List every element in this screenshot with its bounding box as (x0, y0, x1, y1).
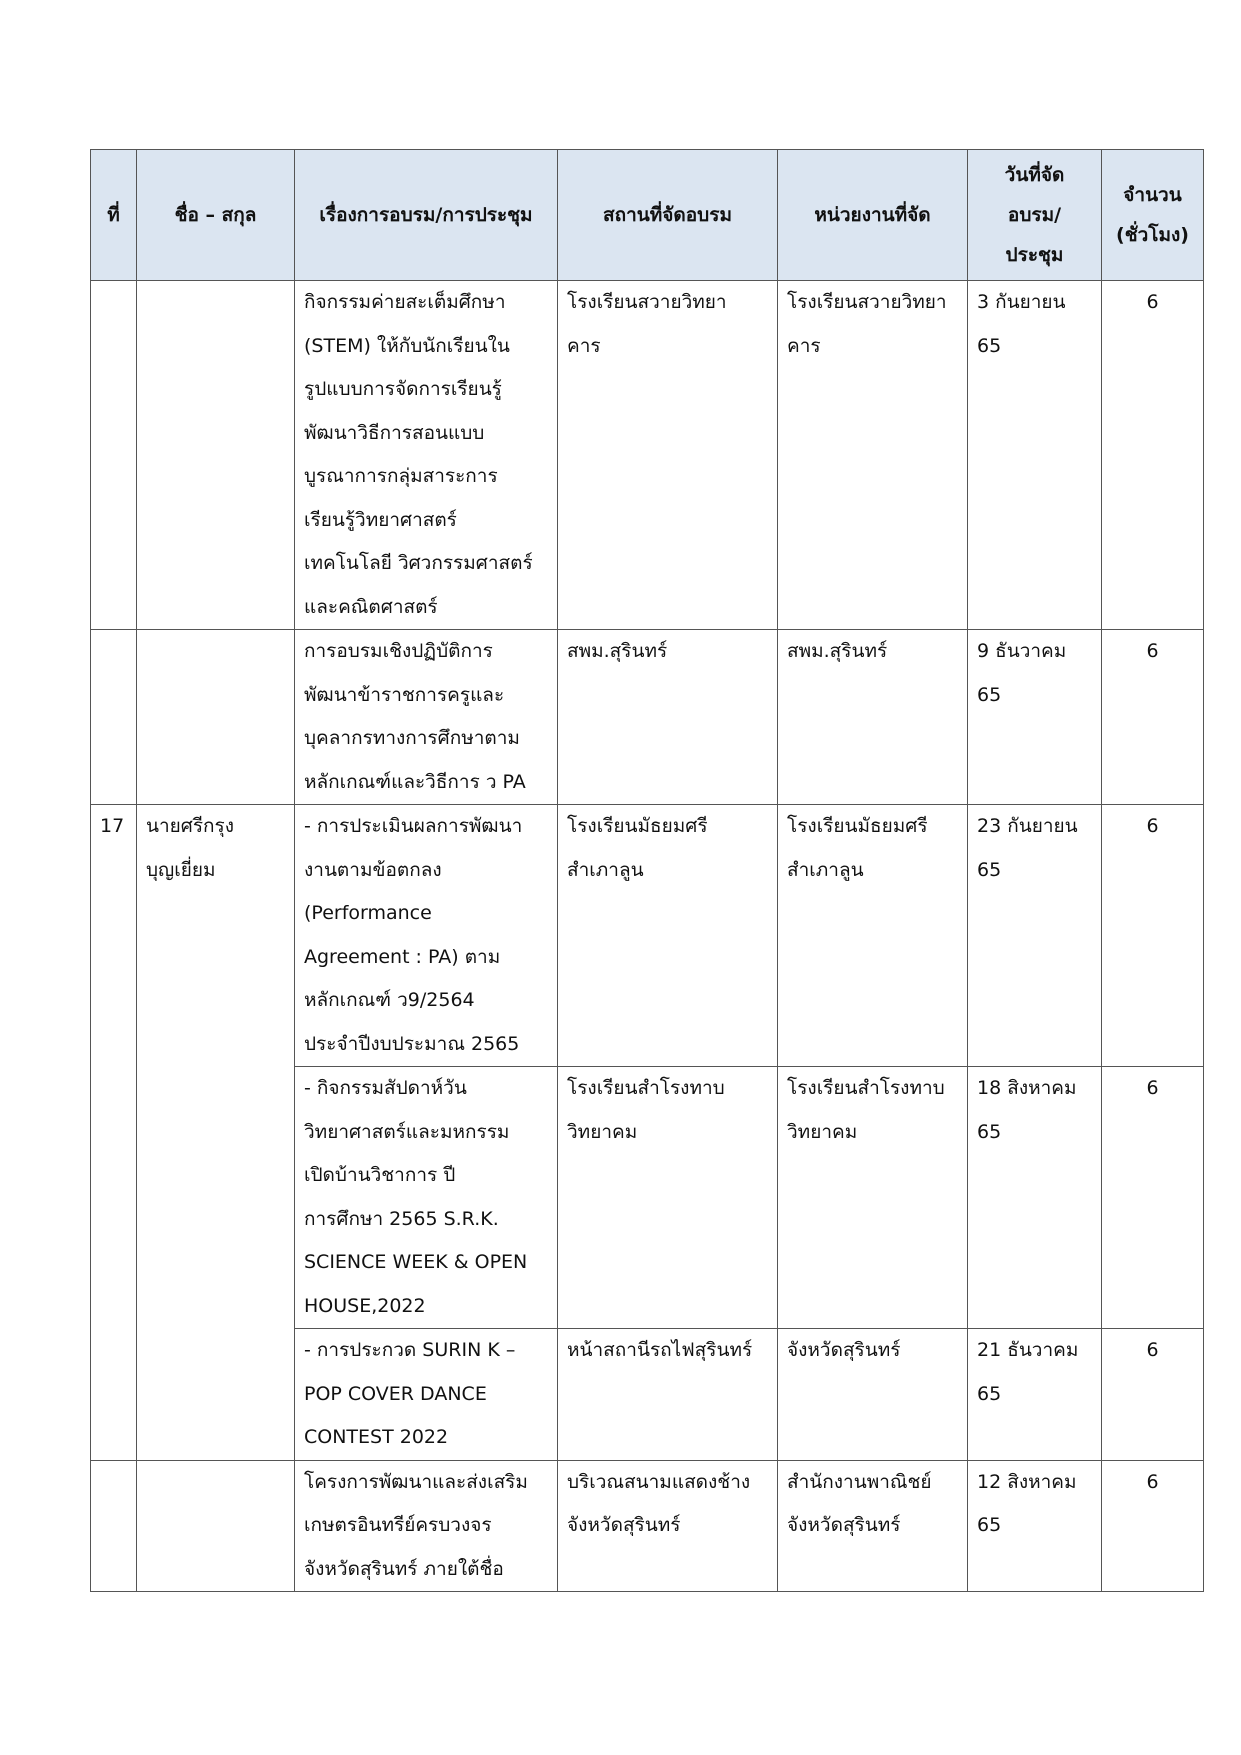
row-hours: 6 (1102, 630, 1204, 805)
row-organizer: โรงเรียนสำโรงทาบ วิทยาคม (778, 1067, 968, 1329)
row-organizer: สำนักงานพาณิชย์ จังหวัดสุรินทร์ (778, 1460, 968, 1592)
header-hours: จำนวน (ชั่วโมง) (1102, 150, 1204, 281)
row-name (137, 281, 295, 630)
header-date: วันที่จัด อบรม/ ประชุม (968, 150, 1102, 281)
row-no (91, 1460, 137, 1592)
row-venue: สพม.สุรินทร์ (558, 630, 778, 805)
table-row (91, 805, 1204, 1067)
table-row (91, 630, 1204, 805)
row-hours: 6 (1102, 1329, 1204, 1461)
header-venue: สถานที่จัดอบรม (558, 150, 778, 281)
row-name (137, 630, 295, 805)
row-date: 3 กันยายน 65 (968, 281, 1102, 630)
row-no (91, 630, 137, 805)
row-name (137, 1460, 295, 1592)
row-topic: กิจกรรมค่ายสะเต็มศึกษา (STEM) ให้กับนักเรียนใน รูปแบบการจัดการเรียนรู้ พัฒนาวิธีการสอนแบบ บูรณาการกลุ่มสาระการ เรียนรู้วิทยาศาสตร์ เทคโนโลยี วิศวกรรมศาสตร์ และคณิตศาสตร์ (295, 281, 558, 630)
row-no (91, 281, 137, 630)
training-table (90, 149, 1204, 1592)
row-venue: โรงเรียนสำโรงทาบ วิทยาคม (558, 1067, 778, 1329)
row-venue: โรงเรียนสวายวิทยา คาร (558, 281, 778, 630)
row-venue: หน้าสถานีรถไฟสุรินทร์ (558, 1329, 778, 1461)
row-venue: โรงเรียนมัธยมศรี สำเภาลูน (558, 805, 778, 1067)
row-date: 21 ธันวาคม 65 (968, 1329, 1102, 1461)
header-name: ชื่อ – สกุล (137, 150, 295, 281)
row-date: 18 สิงหาคม 65 (968, 1067, 1102, 1329)
row-hours: 6 (1102, 1460, 1204, 1592)
row-organizer: โรงเรียนมัธยมศรี สำเภาลูน (778, 805, 968, 1067)
row-hours: 6 (1102, 805, 1204, 1067)
row-organizer: จังหวัดสุรินทร์ (778, 1329, 968, 1461)
row-date: 12 สิงหาคม 65 (968, 1460, 1102, 1592)
row-date: 9 ธันวาคม 65 (968, 630, 1102, 805)
row-organizer: สพม.สุรินทร์ (778, 630, 968, 805)
row-topic: การอบรมเชิงปฏิบัติการ พัฒนาข้าราชการครูและ บุคลากรทางการศึกษาตาม หลักเกณฑ์และวิธีการ ว PA (295, 630, 558, 805)
row-date: 23 กันยายน 65 (968, 805, 1102, 1067)
table-row (91, 281, 1204, 630)
row-name: นายศรีกรุง บุญเยี่ยม (137, 805, 295, 1461)
row-hours: 6 (1102, 281, 1204, 630)
table-header-row (91, 150, 1204, 281)
row-organizer: โรงเรียนสวายวิทยา คาร (778, 281, 968, 630)
header-organizer: หน่วยงานที่จัด (778, 150, 968, 281)
header-topic: เรื่องการอบรม/การประชุม (295, 150, 558, 281)
header-no: ที่ (91, 150, 137, 281)
row-topic: โครงการพัฒนาและส่งเสริม เกษตรอินทรีย์ครบวงจร จังหวัดสุรินทร์ ภายใต้ชื่อ (295, 1460, 558, 1592)
row-hours: 6 (1102, 1067, 1204, 1329)
row-topic: - การประเมินผลการพัฒนา งานตามข้อตกลง (Performance Agreement : PA) ตาม หลักเกณฑ์ ว9/2564 ประจำปีงบประมาณ 2565 (295, 805, 558, 1067)
row-topic: - กิจกรรมสัปดาห์วัน วิทยาศาสตร์และมหกรรม เปิดบ้านวิชาการ ปี การศึกษา 2565 S.R.K. SCIENCE WEEK & OPEN HOUSE,2022 (295, 1067, 558, 1329)
row-no: 17 (91, 805, 137, 1461)
row-topic: - การประกวด SURIN K – POP COVER DANCE CONTEST 2022 (295, 1329, 558, 1461)
row-venue: บริเวณสนามแสดงช้าง จังหวัดสุรินทร์ (558, 1460, 778, 1592)
table-row (91, 1460, 1204, 1592)
